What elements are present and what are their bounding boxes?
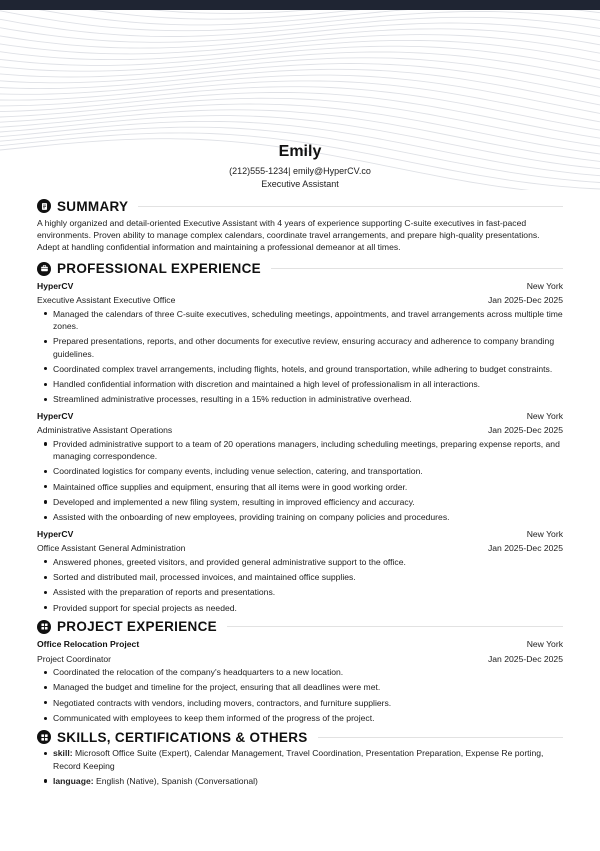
bullet-item: Handled confidential information with discretion and maintained a high level of professionalism in all interactions. xyxy=(43,378,563,390)
skills-heading xyxy=(37,727,563,747)
grid-icon xyxy=(37,620,51,634)
project-bullets xyxy=(43,666,563,724)
experience-title: PROFESSIONAL EXPERIENCE xyxy=(57,261,261,277)
section-divider xyxy=(227,626,563,627)
job-company-row xyxy=(37,527,563,542)
job-entry xyxy=(37,279,563,406)
bullet-item: Provided administrative support to a team of 20 operations managers, including scheduling meetings, preparing expense reports, and managing correspondence. xyxy=(43,438,563,462)
contact-separator: | xyxy=(288,166,291,176)
job-company: HyperCV xyxy=(37,410,74,421)
candidate-title: Executive Assistant xyxy=(261,179,339,189)
job-company: HyperCV xyxy=(37,280,74,291)
summary-title: SUMMARY xyxy=(57,198,129,214)
experience-heading xyxy=(37,259,563,279)
project-dates: Jan 2025-Dec 2025 xyxy=(487,653,563,664)
project-role-row xyxy=(37,652,563,667)
experience-section xyxy=(37,259,563,614)
bullet-item: Coordinated logistics for company events, including venue selection, catering, and transportation. xyxy=(43,465,563,477)
job-location: New York xyxy=(526,280,563,291)
section-divider xyxy=(271,268,563,269)
skills-list xyxy=(43,747,563,787)
projects-section xyxy=(37,617,563,724)
job-role-row xyxy=(37,541,563,556)
bullet-item: Communicated with employees to keep them informed of the progress of the project. xyxy=(43,712,563,724)
job-role-row xyxy=(37,293,563,308)
skill-key: skill: xyxy=(53,748,73,759)
projects-heading xyxy=(37,617,563,637)
job-entry xyxy=(37,409,563,524)
job-dates: Jan 2025-Dec 2025 xyxy=(487,543,563,554)
candidate-name: Emily xyxy=(278,143,322,160)
job-company-row xyxy=(37,279,563,294)
summary-text: A highly organized and detail-oriented Executive Assistant with 4 years of experience supporting C-suite executives in fast-paced environments. Proven ability to manage complex calendars, coordinate travel arrangements, and prepare high-quality presentations. Adept at handling confidential information and maintaining a professional demeanor at all times. xyxy=(37,218,540,253)
job-company-row xyxy=(37,409,563,424)
project-role: Project Coordinator xyxy=(37,653,112,664)
section-divider xyxy=(318,737,563,738)
resume-header xyxy=(0,141,600,191)
job-location: New York xyxy=(526,528,563,539)
skill-item xyxy=(43,747,563,771)
job-dates: Jan 2025-Dec 2025 xyxy=(487,425,563,436)
language-value: English (Native), Spanish (Conversational) xyxy=(95,775,258,786)
job-role: Executive Assistant Executive Office xyxy=(37,295,176,306)
projects-title: PROJECT EXPERIENCE xyxy=(57,619,217,635)
contact-line xyxy=(0,165,600,178)
bullet-item: Coordinated the relocation of the company's headquarters to a new location. xyxy=(43,666,563,678)
top-bar xyxy=(0,0,600,10)
job-company: HyperCV xyxy=(37,528,74,539)
bullet-item: Negotiated contracts with vendors, including movers, contractors, and furniture suppliers. xyxy=(43,697,563,709)
plus-cross-icon xyxy=(37,730,51,744)
phone-number: (212)555-1234 xyxy=(229,166,289,176)
job-bullets xyxy=(43,556,563,614)
skills-title: SKILLS, CERTIFICATIONS & OTHERS xyxy=(57,729,308,745)
bullet-item: Assisted with the preparation of reports and presentations. xyxy=(43,586,563,598)
wave-line xyxy=(0,64,600,97)
job-role: Office Assistant General Administration xyxy=(37,543,186,554)
job-location: New York xyxy=(526,410,563,421)
bullet-item: Prepared presentations, reports, and other documents for executive review, ensuring accuracy and adherence to company branding guidelines. xyxy=(43,335,563,359)
language-item xyxy=(43,775,563,787)
project-name: Office Relocation Project xyxy=(37,638,140,649)
job-role-row xyxy=(37,423,563,438)
resume-body xyxy=(37,196,563,790)
bullet-item: Answered phones, greeted visitors, and provided general administrative support to the office. xyxy=(43,556,563,568)
project-location: New York xyxy=(526,638,563,649)
project-name-row xyxy=(37,637,563,652)
wave-line xyxy=(0,29,600,48)
document-icon xyxy=(37,199,51,213)
bullet-item: Provided support for special projects as needed. xyxy=(43,602,563,614)
wave-line xyxy=(0,11,600,31)
job-entry xyxy=(37,527,563,614)
job-role: Administrative Assistant Operations xyxy=(37,425,173,436)
bullet-item: Streamlined administrative processes, resulting in a 15% reduction in administrative overhead. xyxy=(43,393,563,405)
wave-line xyxy=(0,46,600,70)
bullet-item: Coordinated complex travel arrangements, including flights, hotels, and ground transportation, while adhering to budget constraints. xyxy=(43,363,563,375)
job-bullets xyxy=(43,308,563,406)
bullet-item: Assisted with the onboarding of new employees, providing training on company policies and procedures. xyxy=(43,511,563,523)
language-key: language: xyxy=(53,775,94,786)
bullet-item: Managed the budget and timeline for the project, ensuring that all deadlines were met. xyxy=(43,681,563,693)
briefcase-icon xyxy=(37,262,51,276)
skills-section xyxy=(37,727,563,787)
summary-section xyxy=(37,196,563,254)
project-entry xyxy=(37,637,563,724)
job-bullets xyxy=(43,438,563,524)
bullet-item: Maintained office supplies and equipment, ensuring that all items were in good working order. xyxy=(43,481,563,493)
summary-heading xyxy=(37,196,563,216)
bullet-item: Managed the calendars of three C-suite executives, scheduling meetings, appointments, and travel arrangements across multiple time zones. xyxy=(43,308,563,332)
job-dates: Jan 2025-Dec 2025 xyxy=(487,295,563,306)
email-address: emily@HyperCV.co xyxy=(293,166,371,176)
bullet-item: Developed and implemented a new filing system, resulting in improved efficiency and accuracy. xyxy=(43,496,563,508)
skill-value: Microsoft Office Suite (Expert), Calendar Management, Travel Coordination, Presentation Preparation, Expense Re porting, Record Keeping xyxy=(53,748,544,771)
section-divider xyxy=(138,206,563,207)
bullet-item: Sorted and distributed mail, processed invoices, and maintained office supplies. xyxy=(43,571,563,583)
